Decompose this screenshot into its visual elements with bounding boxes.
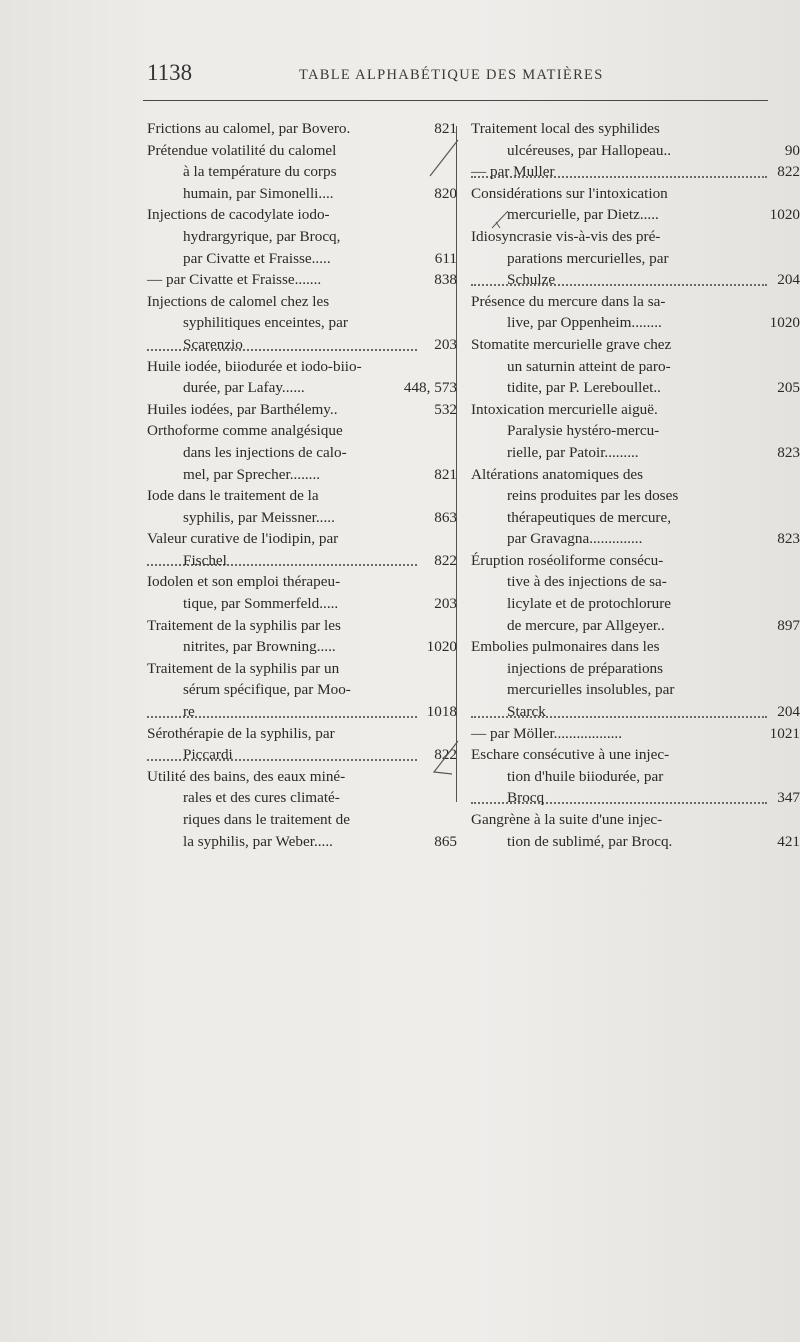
- index-entry: [471, 809, 800, 852]
- entry-text: Iodolen et son emploi thérapeu-: [147, 573, 341, 591]
- page-header: [143, 60, 768, 101]
- entry-line: [147, 701, 457, 723]
- entry-text: mercurielles insolubles, par: [507, 681, 675, 699]
- entry-text: durée, par Lafay......: [183, 379, 305, 397]
- entry-line: [147, 312, 417, 334]
- entry-line: [471, 420, 767, 442]
- entry-line: [471, 507, 767, 529]
- entry-line: [147, 809, 417, 831]
- entry-text: Brocq: [507, 789, 545, 807]
- entry-line: [471, 723, 800, 745]
- entry-text: tive à des injections de sa-: [507, 573, 667, 591]
- entry-text: nitrites, par Browning.....: [183, 638, 336, 656]
- entry-text: un saturnin atteint de paro-: [507, 357, 671, 375]
- index-entry: [471, 636, 800, 722]
- entry-line: [147, 744, 457, 766]
- index-entry: [471, 723, 800, 745]
- page-reference: 838: [434, 271, 457, 289]
- entry-text: Éruption roséoliforme consécu-: [471, 551, 664, 569]
- entry-text: Iode dans le traitement de la: [147, 487, 319, 505]
- entry-text: la syphilis, par Weber.....: [183, 832, 333, 850]
- entry-text: Injections de cacodylate iodo-: [147, 206, 330, 224]
- entry-line: [471, 658, 767, 680]
- entry-line: [471, 766, 767, 788]
- page-reference: 823: [777, 530, 800, 548]
- entry-line: [147, 593, 457, 615]
- entry-line: [147, 420, 417, 442]
- page-reference: 448, 573: [403, 379, 457, 397]
- index-entry: [471, 226, 800, 291]
- page-reference: 865: [434, 832, 457, 850]
- entry-text: Traitement local des syphilides: [471, 120, 660, 137]
- page-reference: 421: [777, 832, 800, 850]
- entry-text: Traitement de la syphilis par les: [147, 616, 341, 634]
- index-entry: [471, 464, 800, 550]
- entry-text: de mercure, par Allgeyer..: [507, 616, 665, 634]
- entry-line: [147, 204, 417, 226]
- entry-text: — par Möller..................: [471, 724, 623, 742]
- page-reference: 822: [434, 746, 457, 764]
- entry-text: Présence du mercure dans la sa-: [471, 292, 666, 310]
- entry-line: [147, 118, 457, 140]
- index-entry: [147, 420, 457, 485]
- page-reference: 204: [777, 703, 800, 721]
- entry-text: hydrargyrique, par Brocq,: [183, 227, 341, 245]
- entry-line: [471, 356, 767, 378]
- page-reference: 823: [777, 443, 800, 461]
- entry-text: reins produites par les doses: [507, 487, 679, 505]
- entry-text: Embolies pulmonaires dans les: [471, 638, 660, 656]
- entry-line: [147, 528, 417, 550]
- entry-text: par Gravagna..............: [507, 530, 643, 548]
- entry-text: tion d'huile biiodurée, par: [507, 767, 664, 785]
- entry-text: Altérations anatomiques des: [471, 465, 644, 483]
- entry-line: [147, 571, 417, 593]
- entry-text: Intoxication mercurielle aiguë.: [471, 400, 658, 418]
- entry-line: [471, 787, 800, 809]
- entry-line: [147, 550, 457, 572]
- index-entry: [147, 528, 457, 571]
- index-entry: [471, 550, 800, 636]
- entry-line: [147, 442, 417, 464]
- index-entry: [147, 399, 457, 421]
- entry-line: [147, 269, 457, 291]
- page-reference: 822: [777, 163, 800, 181]
- entry-text: — par Muller: [471, 163, 555, 181]
- entry-line: [471, 464, 767, 486]
- page-reference: 203: [434, 335, 457, 353]
- entry-text: injections de préparations: [507, 659, 664, 677]
- index-entry: [147, 485, 457, 528]
- entry-line: [147, 485, 417, 507]
- entry-text: Eschare consécutive à une injec-: [471, 746, 670, 764]
- entry-text: humain, par Simonelli....: [183, 184, 334, 202]
- entry-text: Paralysie hystéro-mercu-: [507, 422, 660, 440]
- entry-line: [147, 507, 457, 529]
- entry-text: — par Civatte et Fraisse.......: [147, 271, 322, 289]
- page-reference: 347: [777, 789, 800, 807]
- index-entry: [471, 161, 800, 183]
- pencil-mark: [424, 138, 464, 178]
- index-entry: [471, 118, 800, 161]
- entry-text: Sérothérapie de la syphilis, par: [147, 724, 335, 742]
- index-entry: [147, 356, 457, 399]
- entry-text: Schulze: [507, 271, 556, 289]
- entry-text: ulcéreuses, par Hallopeau..: [507, 141, 672, 159]
- entry-text: Scarenzio: [183, 335, 243, 353]
- page-reference: 1021: [769, 724, 800, 742]
- entry-text: Injections de calomel chez les: [147, 292, 330, 310]
- page-reference: 205: [777, 379, 800, 397]
- entry-line: [147, 183, 457, 205]
- index-entry: [147, 571, 457, 614]
- entry-text: live, par Oppenheim........: [507, 314, 662, 332]
- page-reference: 1020: [769, 206, 800, 224]
- entry-text: riques dans le traitement de: [183, 811, 351, 828]
- entry-text: tique, par Sommerfeld.....: [183, 595, 339, 613]
- page-reference: 822: [434, 551, 457, 569]
- index-entry: [471, 291, 800, 334]
- entry-text: rales et des cures climaté-: [183, 789, 340, 807]
- index-entry: [471, 399, 800, 464]
- pencil-mark: [424, 738, 464, 776]
- index-entry: [147, 723, 457, 766]
- entry-line: [471, 615, 800, 637]
- entry-line: [147, 464, 457, 486]
- entry-line: [147, 658, 417, 680]
- page-reference: 821: [434, 465, 457, 483]
- index-entry: [147, 766, 457, 852]
- entry-line: [147, 226, 417, 248]
- entry-text: mel, par Sprecher........: [183, 465, 321, 483]
- entry-text: par Civatte et Fraisse.....: [183, 249, 331, 267]
- entry-line: [147, 831, 457, 853]
- entry-text: Utilité des bains, des eaux miné-: [147, 767, 346, 785]
- entry-text: parations mercurielles, par: [507, 249, 669, 267]
- entry-text: syphilis, par Meissner.....: [183, 508, 335, 526]
- entry-line: [471, 140, 800, 162]
- running-head: TABLE ALPHABÉTIQUE DES MATIÈRES: [299, 67, 604, 83]
- page-reference: 204: [777, 271, 800, 289]
- entry-line: [147, 636, 457, 658]
- entry-text: à la température du corps: [183, 163, 337, 181]
- entry-line: [471, 528, 800, 550]
- entry-text: Starck: [507, 703, 546, 721]
- entry-line: [471, 571, 767, 593]
- entry-line: [147, 356, 417, 378]
- page-reference: 90: [784, 141, 800, 159]
- index-entry: [147, 140, 457, 205]
- entry-line: [471, 636, 767, 658]
- entry-text: licylate et de protochlorure: [507, 595, 672, 613]
- index-entry: [147, 269, 457, 291]
- entry-line: [471, 291, 767, 313]
- entry-line: [147, 787, 417, 809]
- pencil-mark: [486, 208, 516, 233]
- page-reference: 897: [777, 616, 800, 634]
- entry-text: Prétendue volatilité du calomel: [147, 141, 337, 159]
- index-entry: [147, 204, 457, 269]
- index-entry: [147, 118, 457, 140]
- entry-text: tion de sublimé, par Brocq.: [507, 832, 673, 850]
- entry-line: [147, 140, 417, 162]
- entry-line: [147, 723, 417, 745]
- entry-line: [147, 766, 417, 788]
- page-reference: 820: [434, 184, 457, 202]
- entry-text: Traitement de la syphilis par un: [147, 659, 340, 677]
- entry-line: [147, 334, 457, 356]
- entry-line: [471, 312, 800, 334]
- entry-text: rielle, par Patoir.........: [507, 443, 639, 461]
- entry-text: syphilitiques enceintes, par: [183, 314, 348, 332]
- entry-text: dans les injections de calo-: [183, 443, 347, 461]
- entry-line: [471, 679, 767, 701]
- index-entry: [147, 291, 457, 356]
- entry-line: [147, 248, 457, 270]
- page-reference: 1020: [426, 638, 457, 656]
- entry-line: [471, 550, 767, 572]
- entry-line: [471, 809, 767, 831]
- entry-text: Huile iodée, biiodurée et iodo-biio-: [147, 357, 362, 375]
- entry-text: Fischel: [183, 551, 227, 569]
- entry-line: [471, 399, 767, 421]
- page-reference: 611: [434, 249, 457, 267]
- entry-line: [471, 442, 800, 464]
- entry-text: tidite, par P. Lereboullet..: [507, 379, 661, 397]
- entry-line: [147, 679, 417, 701]
- entry-line: [471, 248, 767, 270]
- entry-text: Gangrène à la suite d'une injec-: [471, 811, 663, 828]
- entry-line: [147, 399, 457, 421]
- entry-line: [471, 831, 800, 853]
- page-reference: 863: [434, 508, 457, 526]
- entry-line: [147, 291, 417, 313]
- entry-text: sérum spécifique, par Moo-: [183, 681, 351, 699]
- entry-text: Valeur curative de l'iodipin, par: [147, 530, 339, 548]
- entry-line: [471, 377, 800, 399]
- entry-line: [147, 161, 417, 183]
- entry-text: Piccardi: [183, 746, 233, 764]
- entry-line: [471, 593, 767, 615]
- index-entry: [471, 334, 800, 399]
- entry-text: Stomatite mercurielle grave chez: [471, 335, 672, 353]
- entry-text: re: [183, 703, 195, 721]
- entry-line: [471, 118, 767, 140]
- index-entry: [471, 744, 800, 809]
- entry-text: Considérations sur l'intoxication: [471, 184, 668, 202]
- entry-text: mercurielle, par Dietz.....: [507, 206, 659, 224]
- page-reference: 203: [434, 595, 457, 613]
- page-number: 1138: [147, 60, 193, 85]
- entry-line: [471, 744, 767, 766]
- index-entry: [147, 615, 457, 658]
- entry-line: [147, 615, 417, 637]
- entry-line: [471, 485, 767, 507]
- entry-text: Orthoforme comme analgésique: [147, 422, 343, 440]
- entry-text: thérapeutiques de mercure,: [507, 508, 672, 526]
- page-reference: 1018: [426, 703, 457, 721]
- entry-line: [147, 377, 457, 399]
- index-entry: [147, 658, 457, 723]
- left-column: [147, 118, 457, 852]
- page-reference: 532: [434, 400, 457, 418]
- entry-text: Huiles iodées, par Barthélemy..: [147, 400, 338, 418]
- entry-text: Frictions au calomel, par Bovero.: [147, 120, 351, 137]
- page-reference: 821: [434, 120, 457, 137]
- entry-text: Idiosyncrasie vis-à-vis des pré-: [471, 227, 661, 245]
- page-reference: 1020: [769, 314, 800, 332]
- entry-line: [471, 161, 800, 183]
- entry-line: [471, 269, 800, 291]
- entry-line: [471, 334, 767, 356]
- entry-line: [471, 183, 767, 205]
- entry-line: [471, 701, 800, 723]
